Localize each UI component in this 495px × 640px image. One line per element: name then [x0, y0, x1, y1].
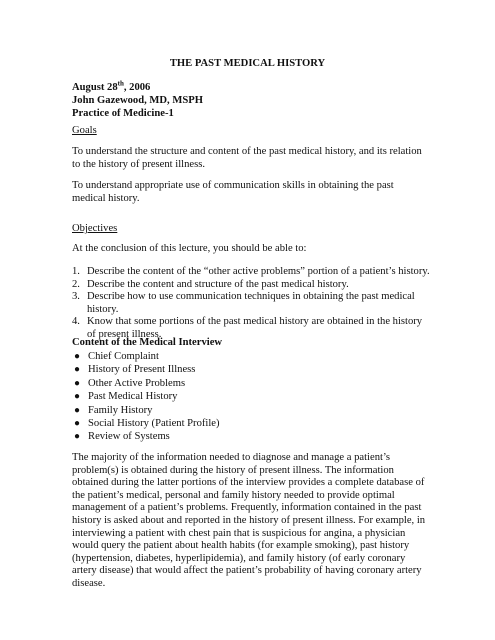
interview-list	[72, 350, 432, 444]
bullet-icon: ●	[74, 417, 81, 429]
goals-heading: Goals	[72, 125, 97, 136]
interview-item: ● Review of Systems	[74, 431, 170, 443]
date-ordinal: th	[117, 79, 124, 88]
objective-item	[72, 279, 432, 292]
date-main: August 28	[72, 82, 118, 93]
objective-number: 2.	[72, 278, 80, 290]
objectives-list	[72, 266, 432, 342]
bullet-icon: ●	[74, 431, 81, 443]
objective-item	[72, 291, 432, 316]
interview-item: ● Other Active Problems	[74, 377, 186, 389]
interview-item: ● Family History	[74, 404, 153, 416]
objective-number: 4.	[72, 316, 80, 328]
interview-item: ● Social History (Patient Profile)	[74, 417, 220, 429]
objectives-heading: Objectives	[72, 223, 118, 234]
goal-item: To understand appropriate use of communication skills in obtaining the past medical history.	[72, 180, 394, 204]
objective-text: Describe how to use communication techniques in obtaining the past medical history.	[87, 291, 415, 315]
objective-text: Know that some portions of the past medical history are obtained in the history of present illness.	[87, 316, 423, 340]
objective-text: Describe the content of the “other active problems” portion of a patient’s history.	[87, 266, 430, 277]
objective-item	[72, 266, 432, 279]
bullet-icon: ●	[74, 351, 81, 362]
objective-number: 1.	[72, 266, 80, 277]
interview-item: ● History of Present Illness	[74, 364, 196, 376]
course-name: Practice of Medicine-1	[72, 108, 174, 119]
body-paragraph: The majority of the information needed to diagnose and manage a patient’s problem(s) is obtained during the history of present illness. The information obtained during the latter portions of the interview provides a complete database of the patient’s medical, personal and family history needed to provide optimal management of a patient’s problems. Frequently, information contained in the past history is asked about and reported in the history of present illness. For example, in interviewing a patient with chest pain that is suspicious for angina, a physician would query the patient about health habits (for example smoking), past history (hypertension, diabetes, hyperlipidemia), and family history (of early coronary artery disease) that would affect the patient’s probability of having coronary artery disease.	[72, 452, 426, 589]
interview-item: ● Past Medical History	[74, 391, 178, 403]
objective-number: 3.	[72, 291, 80, 303]
date-year: , 2006	[123, 82, 151, 93]
interview-item: ● Chief Complaint	[74, 351, 159, 362]
objectives-intro: At the conclusion of this lecture, you should be able to:	[72, 243, 307, 254]
goal-item: To understand the structure and content of the past medical history, and its relation to the history of present illness.	[72, 146, 422, 170]
document-title: THE PAST MEDICAL HISTORY	[169, 58, 326, 69]
bullet-icon: ●	[74, 391, 81, 403]
interview-heading: Content of the Medical Interview	[72, 337, 223, 348]
bullet-icon: ●	[74, 404, 81, 416]
bullet-icon: ●	[74, 377, 81, 389]
lecture-date	[72, 79, 428, 95]
author-name: John Gazewood, MD, MSPH	[72, 95, 203, 106]
objective-text: Describe the content and structure of the past medical history.	[87, 278, 349, 290]
bullet-icon: ●	[74, 364, 81, 376]
